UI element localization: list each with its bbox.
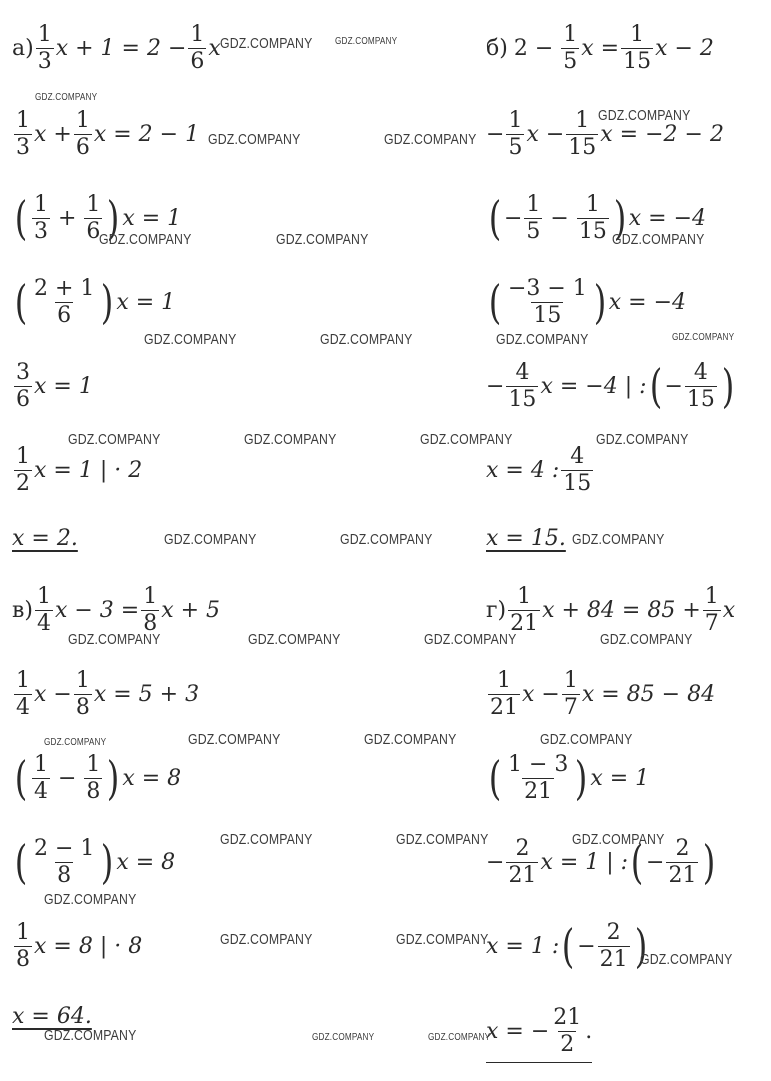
fraction: $\frac{1}{6}$ [75, 107, 90, 160]
watermark: GDZ.COMPANY [600, 631, 693, 648]
problem-d-label: г) [486, 597, 507, 623]
watermark: GDZ.COMPANY [276, 231, 369, 248]
problem-a-line-6: $\frac{1}{2}$ x = 1 | · 2 [16, 443, 143, 496]
fraction: $\frac{1}{5}$ [563, 21, 578, 74]
problem-d-line-2: $\frac{1}{21}$ x − $\frac{1}{7}$ x = 85 − 84 [490, 667, 716, 720]
watermark: GDZ.COMPANY [220, 831, 313, 848]
watermark: GDZ.COMPANY [672, 332, 735, 343]
fraction: $\frac{1}{15}$ [623, 21, 652, 74]
fraction: $\frac{1}{5}$ [508, 107, 523, 160]
watermark: GDZ.COMPANY [220, 931, 313, 948]
watermark: GDZ.COMPANY [396, 931, 489, 948]
problem-a-answer: x = 2. [12, 525, 78, 551]
fraction: $\frac{1}{15}$ [568, 107, 597, 160]
watermark: GDZ.COMPANY [208, 131, 301, 148]
watermark: GDZ.COMPANY [384, 131, 477, 148]
problem-b-line-3: ( − $\frac{1}{5}$ − $\frac{1}{15}$ ) x = −4 [488, 191, 707, 245]
watermark: GDZ.COMPANY [44, 737, 107, 748]
watermark: GDZ.COMPANY [220, 35, 313, 52]
watermark: GDZ.COMPANY [248, 631, 341, 648]
problem-d-line-4: − $\frac{2}{21}$ x = 1 | : ( − $\frac{2}{21}$ ) [486, 835, 716, 889]
fraction: $\frac{1}{5}$ [526, 191, 541, 244]
fraction: $\frac{2}{21}$ [668, 835, 697, 888]
fraction: $\frac{2}{21}$ [508, 835, 537, 888]
watermark: GDZ.COMPANY [364, 731, 457, 748]
problem-b-line-4: ( $\frac{-3 - 1}{15}$ ) x = −4 [488, 275, 687, 329]
fraction: $\frac{1}{4}$ [33, 751, 48, 804]
watermark: GDZ.COMPANY [68, 431, 161, 448]
problem-a-line-2: $\frac{1}{3}$ x + $\frac{1}{6}$ x = 2 − 1 [16, 107, 200, 160]
problem-c-line-3: ( $\frac{1}{4}$ − $\frac{1}{8}$ ) x = 8 [14, 751, 182, 805]
watermark: GDZ.COMPANY [340, 531, 433, 548]
fraction: $\frac{2 + 1}{6}$ [33, 275, 95, 328]
watermark: GDZ.COMPANY [44, 1027, 137, 1044]
watermark: GDZ.COMPANY [335, 36, 398, 47]
fraction: $\frac{1}{21}$ [490, 667, 518, 720]
problem-b-line-5: − $\frac{4}{15}$ x = −4 | : ( − $\frac{4}{15}$ ) [486, 359, 735, 413]
fraction: $\frac{1}{4}$ [36, 583, 51, 636]
watermark: GDZ.COMPANY [164, 531, 257, 548]
fraction: $\frac{1}{15}$ [578, 191, 607, 244]
problem-c-label: в) [12, 597, 33, 623]
fraction: $\frac{1}{21}$ [510, 583, 539, 636]
problem-a-line-3: ( $\frac{1}{3}$ + $\frac{1}{6}$ ) x = 1 [14, 191, 182, 245]
problem-d-answer: x = − $\frac{21}{2}$ . [486, 1000, 592, 1063]
watermark: GDZ.COMPANY [312, 1032, 375, 1043]
watermark: GDZ.COMPANY [188, 731, 281, 748]
watermark: GDZ.COMPANY [68, 631, 161, 648]
problem-a-line-1: а) $\frac{1}{3}$ x + 1 = 2 − $\frac{1}{6}$ x [12, 21, 221, 74]
fraction: $\frac{2 - 1}{8}$ [33, 835, 95, 888]
fraction: $\frac{1}{2}$ [16, 443, 30, 496]
problem-a-label: а) [12, 35, 34, 61]
fraction: $\frac{1}{4}$ [16, 667, 30, 720]
watermark: GDZ.COMPANY [428, 1032, 491, 1043]
fraction: $\frac{2}{21}$ [599, 919, 628, 972]
problem-d-line-3: ( $\frac{1 - 3}{21}$ ) x = 1 [488, 751, 650, 805]
watermark: GDZ.COMPANY [496, 331, 589, 348]
problem-c-line-1: в) $\frac{1}{4}$ x − 3 = $\frac{1}{8}$ x + 5 [12, 583, 221, 636]
fraction: $\frac{1}{3}$ [16, 107, 30, 160]
watermark: GDZ.COMPANY [640, 951, 733, 968]
watermark: GDZ.COMPANY [35, 92, 98, 103]
watermark: GDZ.COMPANY [44, 891, 137, 908]
fraction: $\frac{4}{15}$ [508, 359, 537, 412]
problem-d-line-5: x = 1 : ( − $\frac{2}{21}$ ) [486, 919, 647, 973]
fraction: $\frac{1}{6}$ [86, 191, 101, 244]
problem-b-answer: x = 15. [486, 525, 566, 551]
watermark: GDZ.COMPANY [612, 231, 705, 248]
fraction: $\frac{1}{8}$ [86, 751, 101, 804]
problem-a-line-4: ( $\frac{2 + 1}{6}$ ) x = 1 [14, 275, 176, 329]
watermark: GDZ.COMPANY [572, 531, 665, 548]
fraction: $\frac{1}{3}$ [33, 191, 48, 244]
problem-c-line-4: ( $\frac{2 - 1}{8}$ ) x = 8 [14, 835, 176, 889]
fraction: $\frac{1}{8}$ [16, 919, 30, 972]
problem-d-line-1: г) $\frac{1}{21}$ x + 84 = 85 + $\frac{1}{7}$ x [486, 583, 736, 636]
fraction: $\frac{1}{7}$ [704, 583, 719, 636]
problem-c-line-5: $\frac{1}{8}$ x = 8 | · 8 [16, 919, 143, 972]
fraction: $\frac{4}{15}$ [563, 443, 592, 496]
watermark: GDZ.COMPANY [596, 431, 689, 448]
watermark: GDZ.COMPANY [598, 107, 691, 124]
fraction: $\frac{1}{3}$ [37, 21, 52, 74]
fraction: $\frac{1}{6}$ [190, 21, 205, 74]
watermark: GDZ.COMPANY [420, 431, 513, 448]
fraction: $\frac{1 - 3}{21}$ [507, 751, 569, 804]
problem-b-label: б) [486, 35, 508, 61]
watermark: GDZ.COMPANY [572, 831, 665, 848]
problem-c-line-2: $\frac{1}{4}$ x − $\frac{1}{8}$ x = 5 + 3 [16, 667, 200, 720]
problem-b-line-2: − $\frac{1}{5}$ x − $\frac{1}{15}$ x = −2 − 2 [486, 107, 724, 160]
problem-b-line-1: б) 2 − $\frac{1}{5}$ x = $\frac{1}{15}$ x − 2 [486, 21, 714, 74]
watermark: GDZ.COMPANY [320, 331, 413, 348]
fraction: $\frac{1}{8}$ [75, 667, 90, 720]
watermark: GDZ.COMPANY [144, 331, 237, 348]
watermark: GDZ.COMPANY [99, 231, 192, 248]
problem-c-answer: x = 64. [12, 1003, 92, 1029]
fraction: $\frac{3}{6}$ [16, 359, 30, 412]
fraction: $\frac{1}{7}$ [563, 667, 578, 720]
fraction: $\frac{21}{2}$ [553, 1004, 582, 1057]
fraction: $\frac{1}{8}$ [143, 583, 158, 636]
fraction: $\frac{4}{15}$ [686, 359, 715, 412]
problem-a-line-5: $\frac{3}{6}$ x = 1 [16, 359, 93, 412]
watermark: GDZ.COMPANY [540, 731, 633, 748]
problem-b-line-6: x = 4 : $\frac{4}{15}$ [486, 443, 592, 496]
watermark: GDZ.COMPANY [424, 631, 517, 648]
fraction: $\frac{-3 - 1}{15}$ [507, 275, 587, 328]
watermark: GDZ.COMPANY [244, 431, 337, 448]
watermark: GDZ.COMPANY [396, 831, 489, 848]
